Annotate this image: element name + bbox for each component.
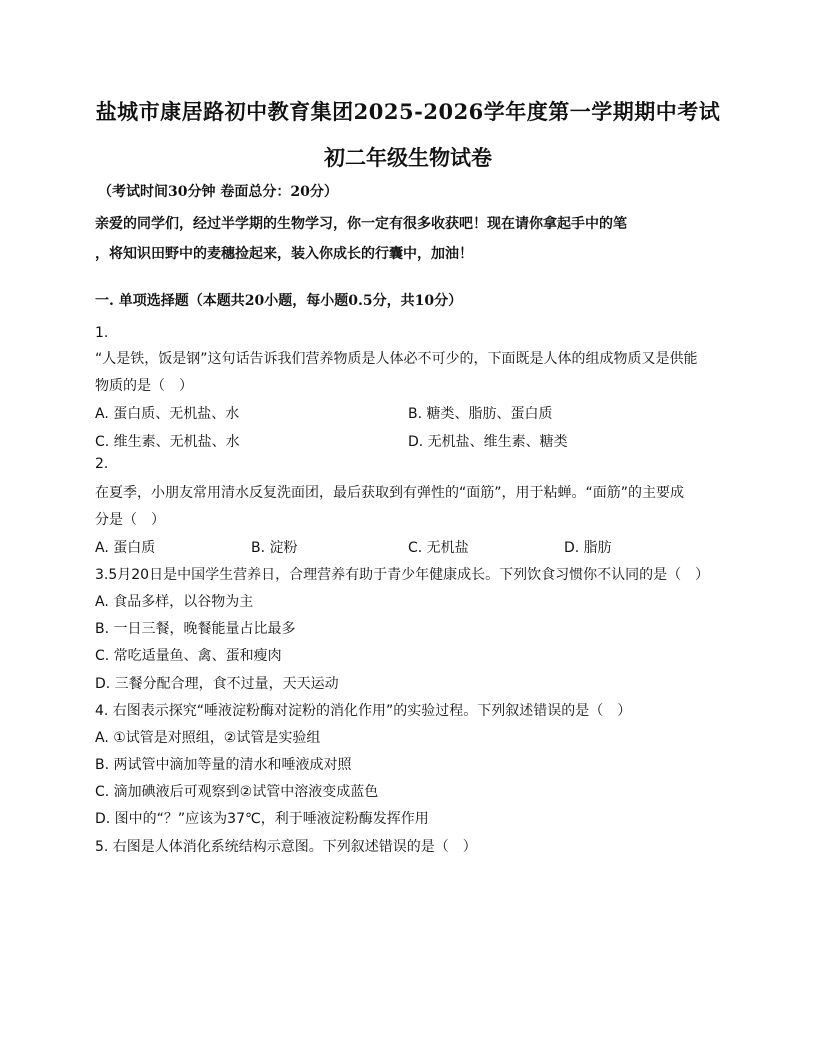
q4-option-d: D. 图中的“？”应该为37℃，利于唾液淀粉酶发挥作用 (95, 811, 429, 827)
q1-stem-line-2: 物质的是（ ） (95, 378, 193, 394)
q2-option-c: C. 无机盐 (408, 540, 469, 556)
section-heading: 一. 单项选择题（本题共20小题，每小题0.5分，共10分） (95, 293, 463, 309)
q2-option-d: D. 脂肪 (564, 540, 612, 556)
q4-option-c: C. 滴加碘液后可观察到②试管中溶液变成蓝色 (95, 784, 379, 800)
q3-option-a: A. 食品多样，以谷物为主 (95, 594, 254, 610)
q4-stem: 4. 右图表示探究“唾液淀粉酶对淀粉的消化作用”的实验过程。下列叙述错误的是（ ） (95, 703, 632, 719)
q2-option-b: B. 淀粉 (251, 540, 298, 556)
intro-line-1: 亲爱的同学们，经过半学期的生物学习，你一定有很多收获吧！现在请你拿起手中的笔 (95, 216, 627, 232)
q1-option-c: C. 维生素、无机盐、水 (95, 434, 240, 450)
q4-option-b: B. 两试管中滴加等量的清水和唾液成对照 (95, 757, 352, 773)
q1-stem-line-1: “人是铁，饭是钢”这句话告诉我们营养物质是人体必不可少的，下面既是人体的组成物质又是供能 (95, 351, 698, 367)
q3-option-d: D. 三餐分配合理，食不过量，天天运动 (95, 676, 339, 692)
exam-subtitle: 初二年级生物试卷 (324, 145, 492, 170)
q3-stem: 3.5月20日是中国学生营养日，合理营养有助于青少年健康成长。下列饮食习惯你不认同的是（ ） (95, 567, 710, 583)
q1-number: 1. (95, 325, 109, 341)
exam-title: 盐城市康居路初中教育集团2025-2026学年度第一学期期中考试 (95, 99, 721, 124)
q3-option-c: C. 常吃适量鱼、禽、蛋和瘦肉 (95, 648, 282, 664)
q2-option-a: A. 蛋白质 (95, 540, 156, 556)
q1-option-d: D. 无机盐、维生素、糖类 (408, 434, 568, 450)
exam-info: （考试时间30分钟 卷面总分：20分） (98, 184, 338, 200)
q3-option-b: B. 一日三餐，晚餐能量占比最多 (95, 621, 296, 637)
intro-line-2: ，将知识田野中的麦穗捡起来，装入你成长的行囊中，加油！ (95, 246, 473, 262)
q4-option-a: A. ①试管是对照组，②试管是实验组 (95, 730, 321, 746)
q5-stem: 5. 右图是人体消化系统结构示意图。下列叙述错误的是（ ） (95, 839, 477, 855)
q2-stem-line-1: 在夏季，小朋友常用清水反复洗面团，最后获取到有弹性的“面筋”，用于粘蝉。“面筋”的主要成 (95, 485, 685, 501)
q1-option-b: B. 糖类、脂肪、蛋白质 (408, 406, 553, 422)
q2-stem-line-2: 分是（ ） (95, 512, 165, 528)
q2-number: 2. (95, 456, 109, 472)
q1-option-a: A. 蛋白质、无机盐、水 (95, 406, 240, 422)
